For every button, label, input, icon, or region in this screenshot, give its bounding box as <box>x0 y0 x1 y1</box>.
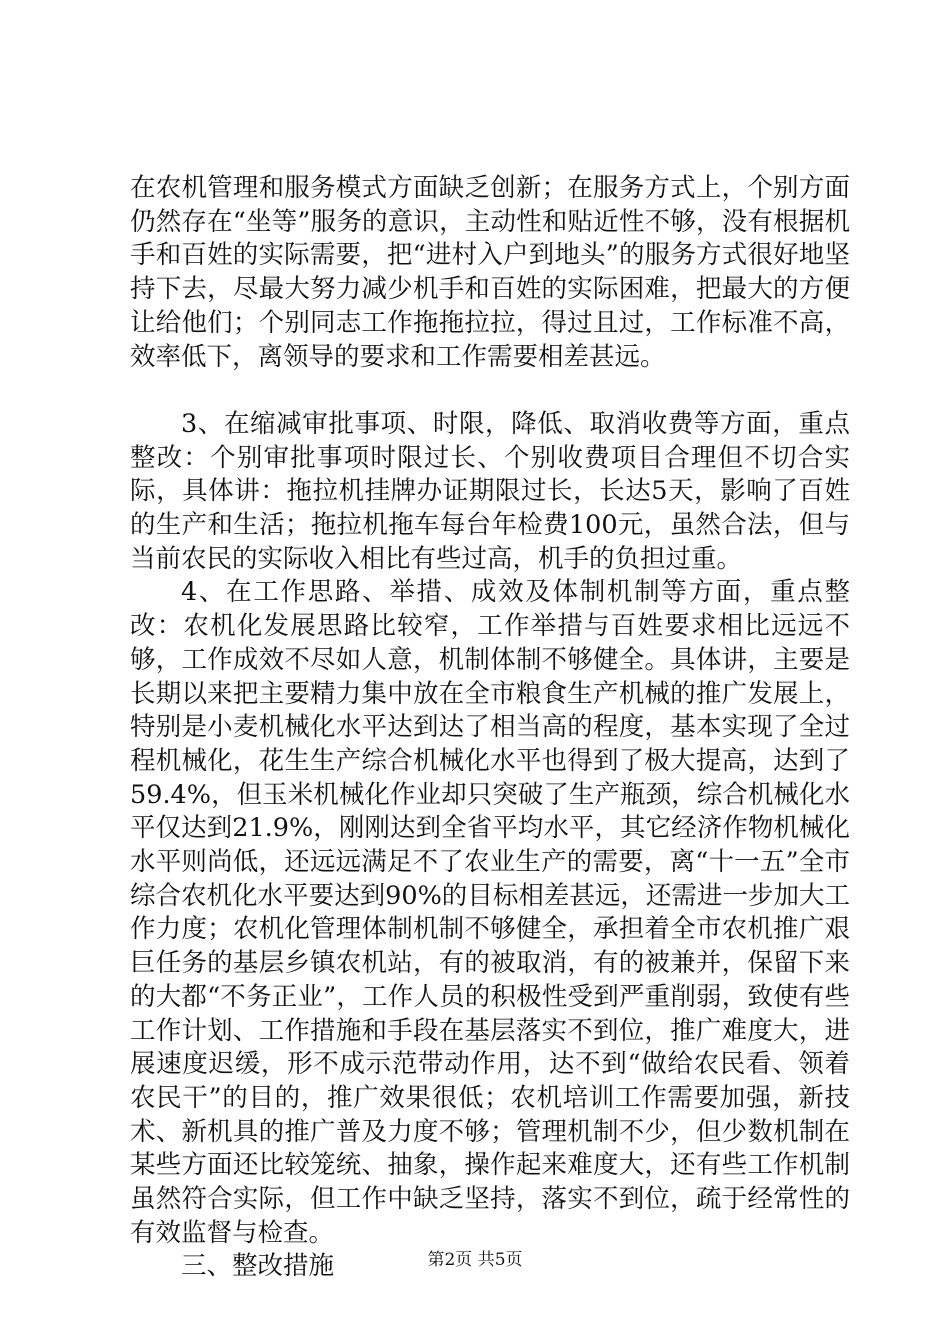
paragraph-continuation: 在农机管理和服务模式方面缺乏创新；在服务方式上，个别方面仍然存在“坐等”服务的意识，主动性和贴近性不够，没有根据机手和百姓的实际需要，把“进村入户到地头”的服务方式很好地坚持下去，尽最大努力减少机手和百姓的实际困难，把最大的方便让给他们；个别同志工作拖拖拉拉，得过且过，工作标准不高，效率低下，离领导的要求和工作需要相差甚远。 <box>130 173 850 372</box>
paragraph-spacer <box>130 374 850 408</box>
paragraph-item-4: 4、在工作思路、举措、成效及体制机制等方面，重点整改：农机化发展思路比较窄，工作举措与百姓要求相比远远不够，工作成效不尽如人意，机制体制不够健全。具体讲，主要是长期以来把主要精力集中放在全市粮食生产机械的推广发展上，特别是小麦机械化水平达到达了相当高的程度，基本实现了全过程机械化，花生生产综合机械化水平也得到了极大提高，达到了59.4%，但玉米机械化作业却只突破了生产瓶颈，综合机械化水平仅达到21.9%，刚刚达到全省平均水平，其它经济作物机械化水平则尚低，还远远满足不了农业生产的需要，离“十一五”全市综合农机化水平要达到90%的目标相差甚远，还需进一步加大工作力度；农机化管理体制机制不够健全，承担着全市农机推广艰巨任务的基层乡镇农机站，有的被取消，有的被兼并，保留下来的大都“不务正业”，工作人员的积极性受到严重削弱，致使有些工作计划、工作措施和手段在基层落实不到位，推广难度大，进展速度迟缓，形不成示范带动作用，达不到“做给农民看、领着农民干”的目的，推广效果很低；农机培训工作需要加强，新技术、新机具的推广普及力度不够；管理机制不少，但少数机制在某些方面还比较笼统、抽象，操作起来难度大，还有些工作机制虽然符合实际，但工作中缺乏坚持，落实不到位，疏于经常性的有效监督与检查。 <box>130 577 850 1248</box>
document-body <box>130 172 850 1284</box>
paragraph-item-3: 3、在缩减审批事项、时限，降低、取消收费等方面，重点整改：个别审批事项时限过长、个别收费项目合理但不切合实际，具体讲：拖拉机挂牌办证期限过长，长达5天，影响了百姓的生产和生活；拖拉机拖车每台年检费100元，虽然合法，但与当前农民的实际收入相比有些过高，机手的负担过重。 <box>130 408 850 574</box>
section-heading: 三、整改措施 <box>181 1251 335 1282</box>
page-number: 第2页 共5页 <box>427 1250 523 1270</box>
